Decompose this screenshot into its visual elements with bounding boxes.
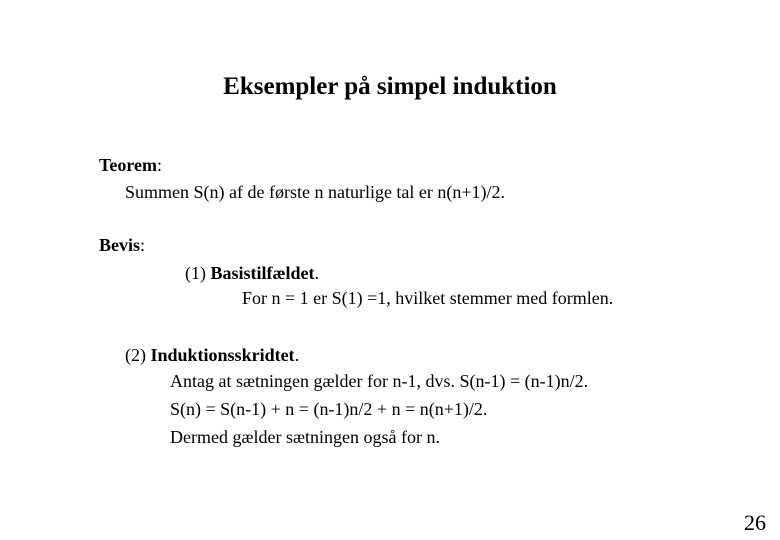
- induction-step-title: Induktionsskridtet: [150, 345, 295, 365]
- proof-label-suffix: :: [140, 235, 146, 255]
- base-case-heading: [185, 262, 319, 284]
- induction-step-line: S(n) = S(n-1) + n = (n-1)n/2 + n = n(n+1)/2.: [170, 399, 488, 419]
- induction-step-heading: [125, 344, 299, 366]
- induction-step-number: (2): [125, 345, 151, 365]
- theorem-label: Teorem: [99, 155, 157, 175]
- induction-step-title-suffix: .: [294, 345, 300, 365]
- theorem-label-suffix: :: [157, 155, 163, 175]
- slide-title: Eksempler på simpel induktion: [223, 73, 557, 100]
- induction-step-line: Antag at sætningen gælder for n-1, dvs. S(n-1) = (n-1)n/2.: [170, 371, 589, 391]
- theorem-statement: Summen S(n) af de første n naturlige tal er n(n+1)/2.: [125, 182, 506, 202]
- proof-label: Bevis: [99, 235, 141, 255]
- base-case-title: Basistilfældet: [210, 263, 315, 283]
- base-case-number: (1): [185, 263, 211, 283]
- induction-step-line: Dermed gælder sætningen også for n.: [170, 427, 440, 447]
- proof-heading: [99, 234, 145, 256]
- theorem-heading: [99, 154, 162, 176]
- base-case-title-suffix: .: [314, 263, 320, 283]
- page-number: 26: [744, 510, 766, 535]
- base-case-text: For n = 1 er S(1) =1, hvilket stemmer med formlen.: [242, 288, 614, 308]
